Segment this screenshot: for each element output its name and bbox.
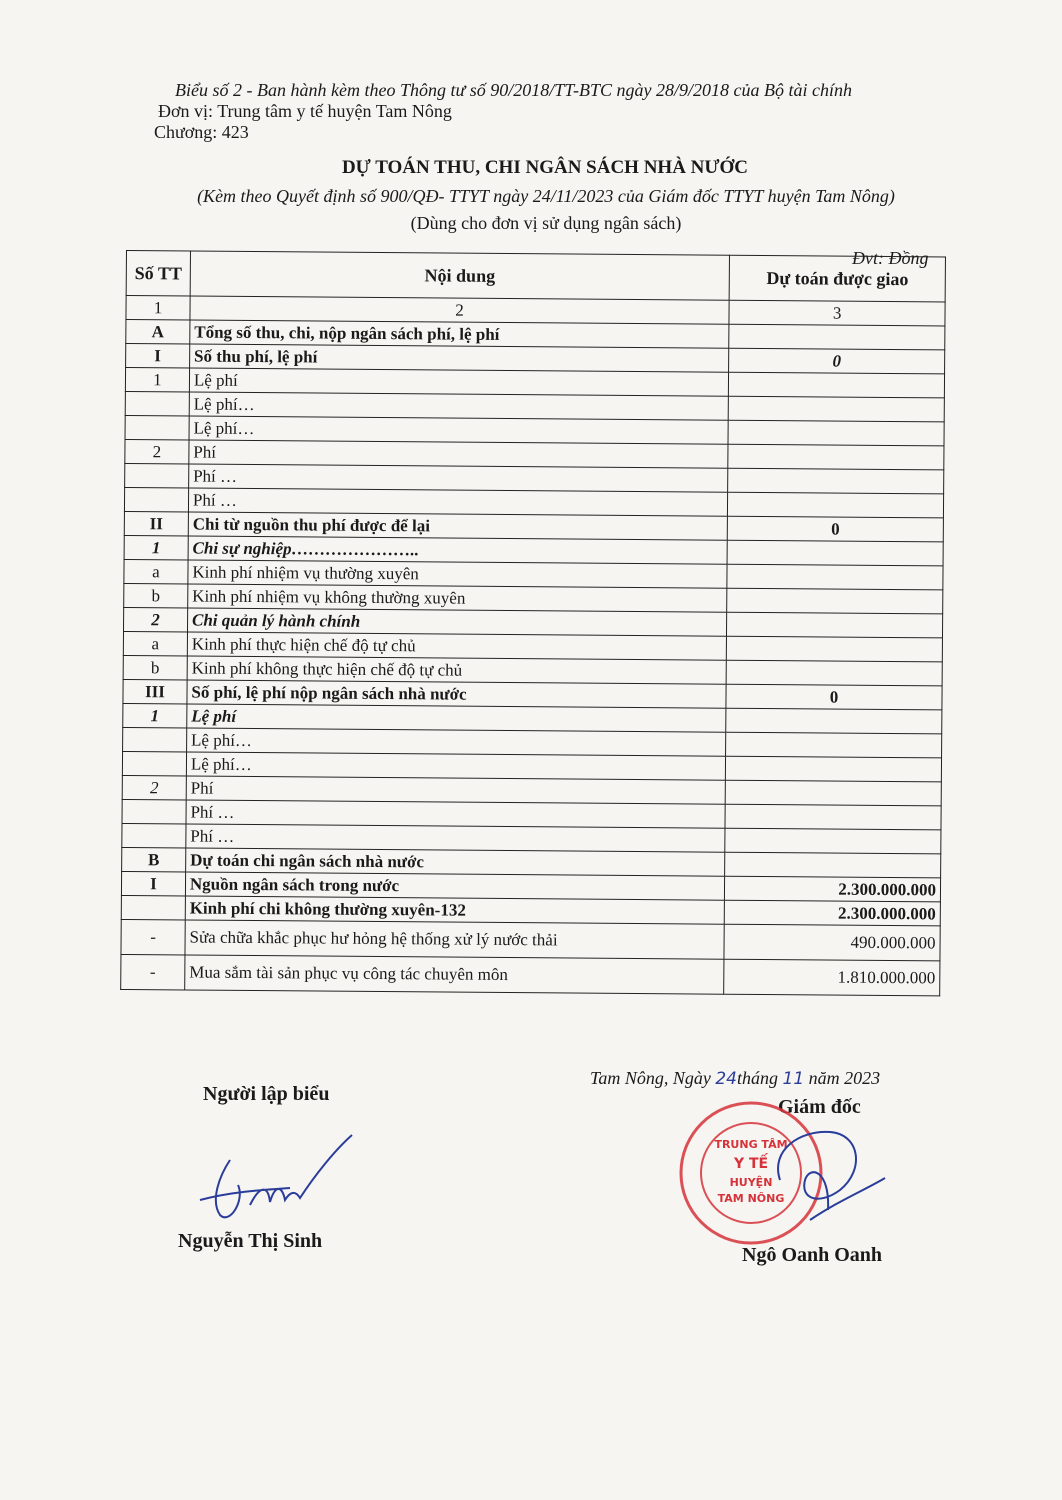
row-content: Kinh phí chi không thường xuyên-132	[185, 896, 724, 924]
row-amount	[727, 564, 943, 590]
row-content: Phí …	[186, 824, 725, 852]
row-no	[124, 487, 188, 512]
row-amount	[728, 396, 944, 422]
index-no: 1	[126, 296, 190, 321]
director-signature	[760, 1120, 890, 1230]
date-day: 24	[715, 1069, 737, 1089]
row-content: Phí …	[188, 488, 727, 516]
row-content: Kinh phí nhiệm vụ thường xuyên	[188, 560, 727, 588]
row-amount	[728, 468, 944, 494]
svg-text:TRUNG TÂM: TRUNG TÂM	[714, 1138, 788, 1151]
row-no: B	[122, 847, 186, 872]
row-content: Lệ phí…	[186, 752, 725, 780]
row-content: Phí …	[189, 464, 728, 492]
currency-unit: Đvt: Đồng	[852, 248, 929, 268]
unit-name: Đơn vị: Trung tâm y tế huyện Tam Nông	[158, 101, 452, 121]
row-no: 2	[122, 775, 186, 800]
row-content: Lệ phí…	[189, 416, 728, 444]
row-no: 1	[125, 368, 189, 393]
row-content: Chi từ nguồn thu phí được để lại	[188, 512, 727, 540]
row-no: -	[121, 919, 185, 955]
row-content: Lệ phí…	[186, 728, 725, 756]
document-title: DỰ TOÁN THU, CHI NGÂN SÁCH NHÀ NƯỚC	[341, 157, 749, 178]
row-amount	[729, 372, 945, 398]
row-no: III	[123, 679, 187, 704]
row-amount: 490.000.000	[724, 924, 940, 961]
row-amount	[726, 732, 942, 758]
row-amount	[728, 420, 944, 446]
row-amount	[726, 756, 942, 782]
header-amount: Dự toán được giao	[729, 255, 945, 302]
row-no: -	[121, 954, 185, 990]
date-suffix: năm 2023	[804, 1068, 881, 1088]
row-no: a	[124, 559, 188, 584]
row-amount: 0	[727, 516, 943, 542]
budget-table	[120, 250, 946, 996]
row-no: I	[121, 871, 185, 896]
row-no: II	[124, 511, 188, 536]
row-content: Kinh phí không thực hiện chế độ tự chủ	[187, 656, 726, 684]
date-month: 11	[782, 1069, 805, 1089]
row-content: Phí …	[186, 800, 725, 828]
row-content: Mua sắm tài sản phục vụ công tác chuyên môn	[185, 955, 725, 994]
index-amount: 3	[729, 300, 945, 326]
row-no: 1	[123, 703, 187, 728]
row-content: Chi sự nghiệp…………………..	[188, 536, 727, 564]
row-amount	[728, 444, 944, 470]
svg-text:Y TẾ: Y TẾ	[733, 1156, 769, 1172]
row-no	[125, 391, 189, 416]
row-content: Số thu phí, lệ phí	[189, 344, 728, 372]
row-no: b	[123, 655, 187, 680]
row-no: 2	[124, 607, 188, 632]
row-no: I	[126, 344, 190, 369]
row-content: Chi quản lý hành chính	[187, 608, 726, 636]
row-content: Lệ phí…	[189, 392, 728, 420]
header-no: Số TT	[126, 251, 190, 297]
row-content: Phí	[186, 776, 725, 804]
row-amount	[725, 780, 941, 806]
row-no	[122, 799, 186, 824]
row-no	[122, 751, 186, 776]
row-content: Dự toán chi ngân sách nhà nước	[186, 848, 725, 876]
svg-text:HUYỆN: HUYỆN	[729, 1176, 773, 1189]
row-amount: 2.300.000.000	[725, 876, 941, 902]
row-amount: 0	[726, 684, 942, 710]
row-amount	[727, 612, 943, 638]
row-no	[125, 415, 189, 440]
date-prefix: Tam Nông, Ngày	[590, 1068, 716, 1088]
preparer-role: Người lập biểu	[203, 1083, 330, 1105]
row-amount	[725, 828, 941, 854]
row-amount	[727, 588, 943, 614]
row-no	[123, 727, 187, 752]
row-content: Lệ phí	[187, 704, 726, 732]
row-amount: 0	[729, 348, 945, 374]
row-content: Sửa chữa khắc phục hư hỏng hệ thống xử lý nước thải	[185, 920, 725, 959]
usage-note: (Dùng cho đơn vị sử dụng ngân sách)	[410, 213, 682, 233]
row-no	[125, 463, 189, 488]
header-content: Nội dung	[190, 251, 730, 300]
row-content: Lệ phí	[189, 368, 728, 396]
row-amount: 2.300.000.000	[724, 900, 940, 926]
director-role: Giám đốc	[778, 1096, 861, 1118]
row-no: a	[123, 631, 187, 656]
date-mid: tháng	[737, 1068, 783, 1088]
preparer-name: Nguyễn Thị Sinh	[178, 1230, 323, 1252]
row-amount	[729, 324, 945, 350]
row-content: Nguồn ngân sách trong nước	[185, 872, 724, 900]
svg-text:TAM NÔNG: TAM NÔNG	[717, 1192, 785, 1205]
row-no	[122, 823, 186, 848]
decision-reference: (Kèm theo Quyết định số 900/QĐ- TTYT ngày 24/11/2023 của Giám đốc TTYT huyện Tam Nông)	[197, 186, 895, 206]
row-amount	[727, 540, 943, 566]
row-no: 2	[125, 439, 189, 464]
row-amount: 1.810.000.000	[724, 959, 940, 996]
row-no: 1	[124, 535, 188, 560]
table-header-row	[126, 251, 945, 302]
row-amount	[725, 804, 941, 830]
row-amount	[726, 660, 942, 686]
row-content: Kinh phí nhiệm vụ không thường xuyên	[188, 584, 727, 612]
row-content: Số phí, lệ phí nộp ngân sách nhà nước	[187, 680, 726, 708]
signing-date	[590, 1068, 880, 1089]
row-amount	[725, 852, 941, 878]
row-amount	[726, 636, 942, 662]
director-name: Ngô Oanh Oanh	[742, 1244, 883, 1266]
row-content: Tổng số thu, chi, nộp ngân sách phí, lệ phí	[190, 320, 729, 348]
row-content: Phí	[189, 440, 728, 468]
row-no	[121, 895, 185, 920]
row-no: b	[124, 583, 188, 608]
row-no: A	[126, 320, 190, 345]
row-content: Kinh phí thực hiện chế độ tự chủ	[187, 632, 726, 660]
preparer-signature	[190, 1130, 360, 1240]
index-content: 2	[190, 296, 729, 324]
row-amount	[726, 708, 942, 734]
row-amount	[728, 492, 944, 518]
chapter-code: Chương: 423	[154, 122, 249, 142]
table-row	[121, 954, 940, 995]
form-reference: Biểu số 2 - Ban hành kèm theo Thông tư số 90/2018/TT-BTC ngày 28/9/2018 của Bộ tài chính	[175, 80, 852, 100]
